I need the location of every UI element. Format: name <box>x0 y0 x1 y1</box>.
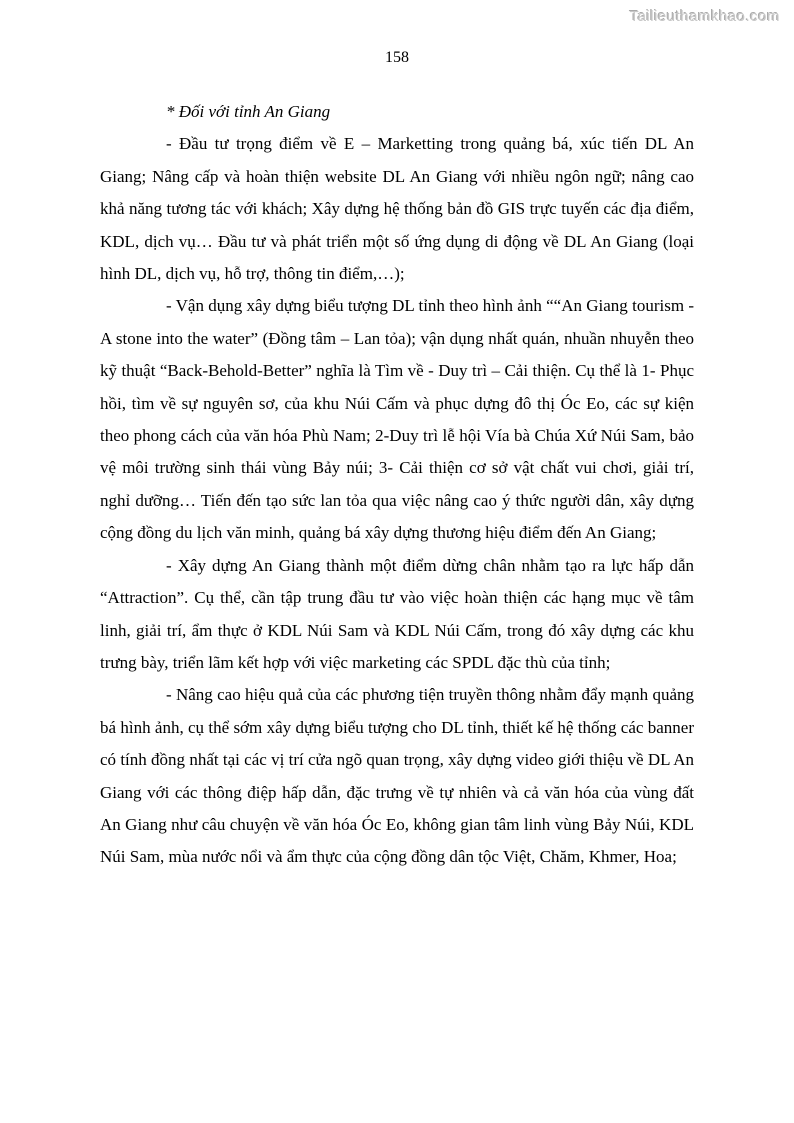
paragraph-e-marketing: - Đầu tư trọng điểm về E – Marketting trong quảng bá, xúc tiến DL An Giang; Nâng cấp và hoàn thiện website DL An Giang với nhiều ngôn ngữ; nâng cao khả năng tương tác với khách; Xây dựng hệ thống bản đồ GIS trực tuyến các địa điểm, KDL, dịch vụ… Đầu tư và phát triển một số ứng dụng di động về DL An Giang (loại hình DL, dịch vụ, hỗ trợ, thông tin điểm,…); <box>100 134 694 284</box>
paragraph-attraction: - Xây dựng An Giang thành một điểm dừng chân nhằm tạo ra lực hấp dẫn “Attraction”. Cụ thể, cần tập trung đầu tư vào việc hoàn thiện các hạng mục về tâm linh, giải trí, ẩm thực ở KDL Núi Sam và KDL Núi Cấm, trong đó xây dựng các khu trưng bày, triển lãm kết hợp với việc marketing các SPDL đặc thù của tỉnh; <box>100 555 694 672</box>
page-number: 158 <box>385 49 409 66</box>
watermark: Tailieuthamkhao.com <box>629 8 780 25</box>
paragraph-media: - Nâng cao hiệu quả của các phương tiện truyền thông nhằm đẩy mạnh quảng bá hình ảnh, cụ thể sớm xây dựng biểu tượng cho DL tỉnh, thiết kế hệ thống các banner có tính đồng nhất tại các vị trí cửa ngõ quan trọng, xây dựng video giới thiệu về DL An Giang với các thông điệp hấp dẫn, đặc trưng về tự nhiên và cả văn hóa của vùng đất An Giang như câu chuyện về văn hóa Óc Eo, không gian tâm linh vùng Bảy Núi, KDL Núi Sam, mùa nước nổi và ẩm thực của cộng đồng dân tộc Việt, Chăm, Khmer, Hoa; <box>100 685 694 867</box>
paragraph-tourism-symbol: - Vận dụng xây dựng biểu tượng DL tỉnh theo hình ảnh ““An Giang tourism - A stone into the water” (Đồng tâm – Lan tỏa); vận dụng nhất quán, nhuần nhuyễn theo kỹ thuật “Back-Behold-Better” nghĩa là Tìm về - Duy trì – Cải thiện. Cụ thể là 1- Phục hồi, tìm về sự nguyên sơ, của khu Núi Cấm và phục dựng đô thị Óc Eo, các sự kiện theo phong cách của văn hóa Phù Nam; 2-Duy trì lễ hội Vía bà Chúa Xứ Núi Sam, bảo vệ môi trường sinh thái vùng Bảy núi; 3- Cải thiện cơ sở vật chất vui chơi, giải trí, nghỉ dưỡng… Tiến đến tạo sức lan tỏa qua việc nâng cao ý thức người dân, xây dựng cộng đồng du lịch văn minh, quảng bá xây dựng thương hiệu điểm đến An Giang; <box>100 296 694 543</box>
section-heading: * Đối với tỉnh An Giang <box>166 102 331 121</box>
page-content <box>100 96 694 874</box>
